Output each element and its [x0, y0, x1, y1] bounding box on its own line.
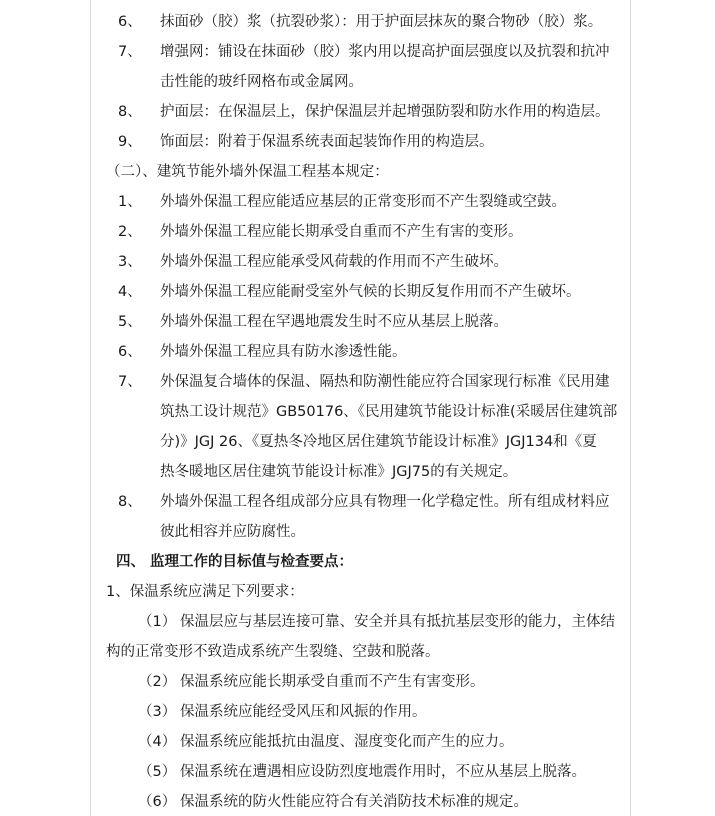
item-text: 保温层应与基层连接可靠、安全并具有抵抗基层变形的能力，主体结	[180, 614, 615, 630]
item-text: 饰面层：附着于保温系统表面起装饰作用的构造层。	[160, 134, 494, 150]
item-number: 6、	[118, 344, 142, 360]
item-number: 7、	[118, 44, 142, 60]
item-text-continued: 击性能的玻纤网格布或金属网。	[160, 74, 363, 90]
item-text: 保温系统在遭遇相应设防烈度地震作用时，不应从基层上脱落。	[180, 764, 586, 780]
item-number: 6、	[118, 14, 142, 30]
item-number: （6）	[138, 794, 177, 810]
item-number: （1）	[138, 614, 177, 630]
page-margin-left	[90, 0, 91, 816]
item-text-continued: 彼此相容并应防腐性。	[160, 524, 305, 540]
item-number: 3、	[118, 254, 142, 270]
item-text: 外墙外保温工程各组成部分应具有物理一化学稳定性。所有组成材料应	[160, 494, 610, 510]
section-title: （二）、建筑节能外墙外保温工程基本规定：	[106, 164, 389, 180]
item-text: 保温系统应能抵抗由温度、湿度变化而产生的应力。	[180, 734, 514, 750]
item-text: 护面层：在保温层上，保护保温层并起增强防裂和防水作用的构造层。	[160, 104, 610, 120]
item-text-continued: 分)》JGJ 26、《夏热冬冷地区居住建筑节能设计标准》JGJ134和《夏	[160, 434, 597, 450]
item-number: 9、	[118, 134, 142, 150]
item-number: 1、	[118, 194, 142, 210]
item-number: （2）	[138, 674, 177, 690]
item-number: 8、	[118, 494, 142, 510]
section-heading: 四、 监理工作的目标值与检查要点：	[116, 554, 354, 570]
item-number: 4、	[118, 284, 142, 300]
item-text: 保温系统应能长期承受自重而不产生有害变形。	[180, 674, 485, 690]
item-text: 外墙外保温工程应能适应基层的正常变形而不产生裂缝或空鼓。	[160, 194, 566, 210]
item-text: 外墙外保温工程在罕遇地震发生时不应从基层上脱落。	[160, 314, 508, 330]
item-text-continued: 筑热工设计规范》GB50176、《民用建筑节能设计标准(采暖居住建筑部	[160, 404, 618, 420]
item-text-continued: 热冬暖地区居住建筑节能设计标准》JGJ75的有关规定。	[160, 464, 518, 480]
item-text: 外保温复合墙体的保温、隔热和防潮性能应符合国家现行标准《民用建	[160, 374, 610, 390]
item-number: 8、	[118, 104, 142, 120]
item-number: （4）	[138, 734, 177, 750]
item-number: 7、	[118, 374, 142, 390]
subsection-title: 1、保温系统应满足下列要求：	[106, 584, 304, 600]
page-margin-right	[630, 0, 631, 816]
item-text: 外墙外保温工程应能耐受室外气候的长期反复作用而不产生破坏。	[160, 284, 581, 300]
item-text: 保温系统的防火性能应符合有关消防技术标准的规定。	[180, 794, 528, 810]
item-text-continued: 构的正常变形不致造成系统产生裂缝、空鼓和脱落。	[106, 644, 440, 660]
item-text: 外墙外保温工程应具有防水渗透性能。	[160, 344, 407, 360]
item-text: 抹面砂（胶）浆（抗裂砂浆）：用于护面层抹灰的聚合物砂（胶）浆。	[160, 14, 603, 30]
item-text: 外墙外保温工程应能承受风荷载的作用而不产生破坏。	[160, 254, 508, 270]
item-number: 5、	[118, 314, 142, 330]
item-number: 2、	[118, 224, 142, 240]
item-text: 保温系统应能经受风压和风振的作用。	[180, 704, 427, 720]
item-text: 外墙外保温工程应能长期承受自重而不产生有害的变形。	[160, 224, 523, 240]
item-number: （5）	[138, 764, 177, 780]
item-number: （3）	[138, 704, 177, 720]
item-text: 增强网：铺设在抹面砂（胶）浆内用以提高护面层强度以及抗裂和抗冲	[160, 44, 610, 60]
